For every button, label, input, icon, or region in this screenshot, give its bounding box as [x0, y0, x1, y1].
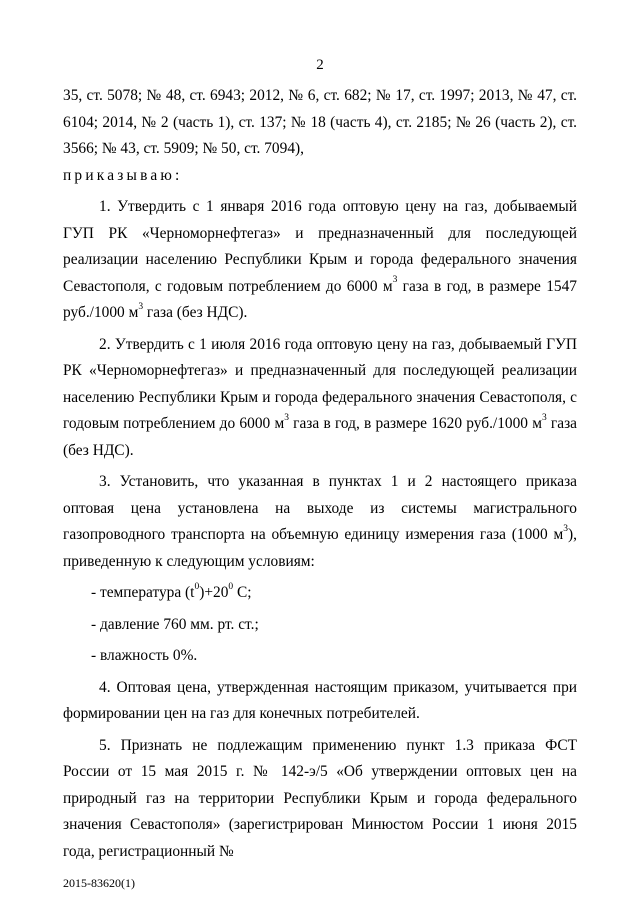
item-2-text: 2. Утвердить с 1 июля 2016 года оптовую цену на газ, добываемый ГУП РК «Черноморнефтегаз» и предназначенный для последующей реализации населению Республики Крым и города федерального значения Севастополя, с годовым потреблением до 6000 м [63, 335, 577, 432]
item-2-superscript-1: 3 [284, 412, 289, 423]
item-4-paragraph: 4. Оптовая цена, утвержденная настоящим приказом, учитывается при формировании цен на газ для конечных потребителей. [63, 678, 577, 722]
item-1-text-3: газа (без НДС). [143, 304, 248, 321]
temperature-text-a: - температура (t [91, 584, 195, 601]
item-2-text-3: газа (без НДС). [63, 415, 577, 459]
item-5-paragraph: 5. Признать не подлежащим применению пункт 1.3 приказа ФСТ России от 15 мая 2015 г. № 142-э/5 «Об утверждении оптовых цен на природный газ на территории Республики Крым и города федерального значения Севастополя» (зарегистрирован Минюстом России 1 июня 2015 года, регистрационный № [63, 736, 577, 860]
condition-pressure: - давление 760 мм. рт. ст.; [91, 615, 259, 633]
item-2-paragraph [63, 332, 577, 465]
temperature-text-c: С; [233, 584, 252, 601]
item-1-superscript-1: 3 [392, 275, 398, 286]
item-3-text-2: ), приведенную к следующим условиям: [63, 526, 577, 570]
condition-temperature [63, 580, 577, 607]
temperature-superscript-1: 0 [194, 581, 200, 592]
intro-paragraph: 35, ст. 5078; № 48, ст. 6943; 2012, № 6, ст. 682; № 17, ст. 1997; 2013, № 47, ст. 6104; 2014, № 2 (часть 1), ст. 137; № 18 (часть 4), ст. 2185; № 26 (часть 2), ст. 3566; № 43, ст. 5909; № 50, ст. 7094), [63, 87, 577, 157]
condition-humidity: - влажность 0%. [91, 647, 198, 664]
page-number: 2 [316, 57, 324, 73]
item-1-superscript-2: 3 [138, 301, 144, 312]
item-3-superscript: 3 [563, 523, 569, 534]
item-3-text: 3. Установить, что указанная в пунктах 1 и 2 настоящего приказа оптовая цена установлена на выходе из системы магистрального газопроводного транспорта на объемную единицу измерения газа (1000 м [63, 473, 577, 543]
item-2-superscript-2: 3 [541, 412, 547, 423]
document-body [63, 83, 577, 865]
item-1-text: 1. Утвердить с 1 января 2016 года оптовую цену на газ, добываемый ГУП РК «Черноморнефтегаз» и предназначенный для последующей реализации населению Республики Крым и города федерального значения Севастополя, с годовым потреблением до 6000 м [63, 198, 577, 295]
temperature-superscript-2: 0 [228, 581, 234, 592]
temperature-text-b: )+20 [199, 584, 229, 601]
item-2-text-2: газа в год, в размере 1620 руб./1000 м [288, 415, 542, 432]
item-1-paragraph [63, 194, 577, 327]
order-word: приказываю: [63, 166, 183, 184]
footer-document-code: 2015-83620(1) [63, 876, 135, 890]
item-3-paragraph [63, 469, 577, 575]
item-1-text-2: газа в год, в размере 1547 руб./1000 м [63, 277, 577, 321]
